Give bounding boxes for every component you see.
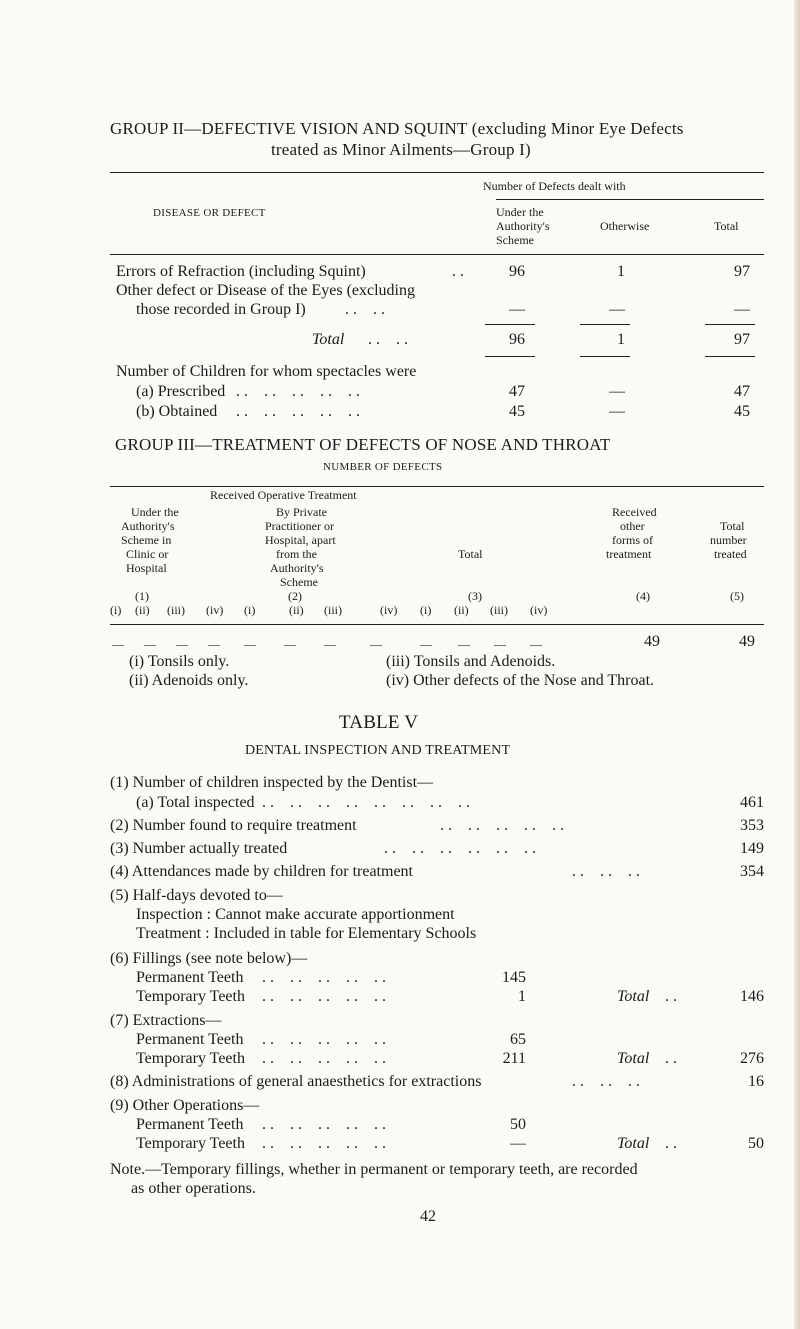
c2-l4: from the [276,547,317,561]
c1-l4: Clinic or [126,547,169,561]
sub-iii: (iii) [490,603,508,617]
prescribed-label: (a) Prescribed [136,383,226,400]
total-word: Total [617,988,650,1005]
rule [705,356,755,357]
c2-l3: Hospital, apart [265,533,336,547]
item9-temp-value: — [510,1135,526,1152]
item1a-value: 461 [740,794,764,811]
dot-leader: . . [452,263,464,280]
sub-i: (i) [110,603,122,617]
rule [485,356,535,357]
group3-title: GROUP III—TREATMENT OF DEFECTS OF NOSE AND THROAT [115,435,611,454]
sub-i: (i) [244,603,256,617]
sub-iv: (iv) [206,603,224,617]
col-disease-header: DISEASE OR DEFECT [153,207,266,219]
item3-label: (3) Number actually treated [110,840,288,857]
sub-iv: (iv) [380,603,398,617]
row-refraction-label: Errors of Refraction (including Squint) [116,263,366,280]
row-other-total: — [734,301,750,318]
spectacles-heading: Number of Children for whom spectacles were [116,363,417,380]
received-operative-header: Received Operative Treatment [210,488,357,502]
item9-label: (9) Other Operations— [110,1097,260,1114]
dash: — [244,637,256,651]
obtained-under: 45 [509,403,525,420]
total-treated-value: 49 [739,633,755,650]
dot-leader: . . . . . . [572,1073,640,1090]
c5-num: (5) [730,589,744,603]
dot-leader: . . . . . . . . . . [262,969,386,986]
note-i: (i) Tonsils only. [129,653,230,670]
group2-title-line1: GROUP II—DEFECTIVE VISION AND SQUINT (excluding Minor Eye Defects [110,119,684,138]
c2-num: (2) [288,589,302,603]
page-number: 42 [420,1208,436,1225]
col-under-l1: Under the [496,205,544,219]
c5-l3: treated [714,547,747,561]
dash: — [324,637,336,651]
item9-perm-value: 50 [510,1116,526,1133]
item7-perm-label: Permanent Teeth [136,1031,244,1048]
total-word: Total [617,1135,650,1152]
dot-leader: . . . . . . . . . . [262,1031,386,1048]
item7-perm-value: 65 [510,1031,526,1048]
item7-temp-value: 211 [502,1050,526,1067]
item8-label: (8) Administrations of general anaesthetics for extractions [110,1073,482,1090]
dot-leader: . . [665,1050,677,1067]
table5-title: TABLE V [339,712,419,733]
row-other-otherwise: — [609,301,625,318]
item5-label: (5) Half-days devoted to— [110,887,283,904]
total-label: Total [312,331,345,348]
total-under: 96 [509,331,525,348]
item6-perm-value: 145 [502,969,526,986]
item6-label: (6) Fillings (see note below)— [110,950,308,967]
table5-subtitle: DENTAL INSPECTION AND TREATMENT [245,743,511,758]
prescribed-otherwise: — [609,383,625,400]
dash: — [208,637,220,651]
rule [110,172,764,173]
c3-num: (3) [468,589,482,603]
item8-value: 16 [748,1073,764,1090]
note-ii: (ii) Adenoids only. [129,672,249,689]
item5-inspection: Inspection : Cannot make accurate apportionment [136,906,455,923]
dash: — [370,637,382,651]
col-group-header: Number of Defects dealt with [483,179,626,193]
group2-title-line2: treated as Minor Ailments—Group I) [271,140,531,159]
dot-leader: . . . . . . . . . . [262,1135,386,1152]
dot-leader: . . . . . . [572,863,640,880]
total-total: 97 [734,331,750,348]
c4-num: (4) [636,589,650,603]
item4-label: (4) Attendances made by children for treatment [110,863,413,880]
c1-num: (1) [135,589,149,603]
col-under-l2: Authority's [496,219,550,233]
dash: — [284,637,296,651]
total-word: Total [617,1050,650,1067]
obtained-label: (b) Obtained [136,403,218,420]
obtained-total: 45 [734,403,750,420]
dash: — [176,637,188,651]
item6-total: 146 [740,988,764,1005]
dot-leader: . . . . [368,331,408,348]
sub-ii: (ii) [454,603,469,617]
row-refraction-total: 97 [734,263,750,280]
rule [110,486,764,487]
item5-treatment: Treatment : Included in table for Elementary Schools [136,925,477,942]
c3-l1: Total [458,547,483,561]
item2-value: 353 [740,817,764,834]
prescribed-total: 47 [734,383,750,400]
dot-leader: . . . . . . . . . . . . . . . . [262,794,470,811]
item2-label: (2) Number found to require treatment [110,817,357,834]
dot-leader: . . [665,1135,677,1152]
dot-leader: . . [665,988,677,1005]
item6-temp-value: 1 [518,988,526,1005]
item6-perm-label: Permanent Teeth [136,969,244,986]
dot-leader: . . . . . . . . . . [262,1116,386,1133]
item9-total: 50 [748,1135,764,1152]
c2-l2: Practitioner or [265,519,334,533]
c1-l1: Under the [131,505,179,519]
dot-leader: . . . . . . . . . . . . [384,840,536,857]
rule [485,324,535,325]
item9-temp-label: Temporary Teeth [136,1135,245,1152]
note-iv: (iv) Other defects of the Nose and Throat. [386,672,655,689]
received-other-value: 49 [644,633,660,650]
dash: — [530,637,542,651]
row-other-label-2: those recorded in Group I) [136,301,306,318]
col-total-header: Total [714,219,739,233]
dot-leader: . . . . . . . . . . [262,988,386,1005]
item6-temp-label: Temporary Teeth [136,988,245,1005]
item7-label: (7) Extractions— [110,1012,222,1029]
sub-iv: (iv) [530,603,548,617]
c5-l2: number [710,533,747,547]
note-line2: as other operations. [131,1180,256,1197]
rule [705,324,755,325]
c1-l5: Hospital [126,561,167,575]
rule [496,199,764,200]
row-other-label-1: Other defect or Disease of the Eyes (excluding [116,282,415,299]
c2-l5: Authority's [270,561,324,575]
rule [580,324,630,325]
dash: — [494,637,506,651]
item9-perm-label: Permanent Teeth [136,1116,244,1133]
rule [580,356,630,357]
row-refraction-otherwise: 1 [617,263,625,280]
c1-l3: Scheme in [121,533,172,547]
group3-subtitle: NUMBER OF DEFECTS [323,461,443,473]
rule [110,254,764,255]
dot-leader: . . . . . . . . . . [236,383,360,400]
sub-i: (i) [420,603,432,617]
sub-ii: (ii) [289,603,304,617]
col-under-l3: Scheme [496,233,534,247]
c2-l6: Scheme [280,575,318,589]
prescribed-under: 47 [509,383,525,400]
dot-leader: . . . . . . . . . . [262,1050,386,1067]
item7-temp-label: Temporary Teeth [136,1050,245,1067]
sub-iii: (iii) [167,603,185,617]
item1a-label: (a) Total inspected [136,794,255,811]
item4-value: 354 [740,863,764,880]
c5-l1: Total [720,519,745,533]
item7-total: 276 [740,1050,764,1067]
dash: — [144,637,156,651]
dot-leader: . . . . . . . . . . [236,403,360,420]
dash: — [112,637,124,651]
rule [110,624,764,625]
dash: — [458,637,470,651]
item3-value: 149 [740,840,764,857]
dot-leader: . . . . . . . . . . [440,817,564,834]
note-iii: (iii) Tonsils and Adenoids. [386,653,556,670]
col-otherwise-header: Otherwise [600,219,650,233]
c4-l3: forms of [612,533,653,547]
item1-label: (1) Number of children inspected by the Dentist— [110,774,434,791]
c4-l1: Received [612,505,657,519]
obtained-otherwise: — [609,403,625,420]
dash: — [420,637,432,651]
dot-leader: . . . . [345,301,385,318]
sub-iii: (iii) [324,603,342,617]
c4-l2: other [620,519,645,533]
c4-l4: treatment [606,547,652,561]
sub-ii: (ii) [135,603,150,617]
row-refraction-under: 96 [509,263,525,280]
c1-l2: Authority's [121,519,175,533]
c2-l1: By Private [276,505,327,519]
note-line1: Note.—Temporary fillings, whether in permanent or temporary teeth, are recorded [110,1161,638,1178]
row-other-under: — [509,301,525,318]
total-otherwise: 1 [617,331,625,348]
